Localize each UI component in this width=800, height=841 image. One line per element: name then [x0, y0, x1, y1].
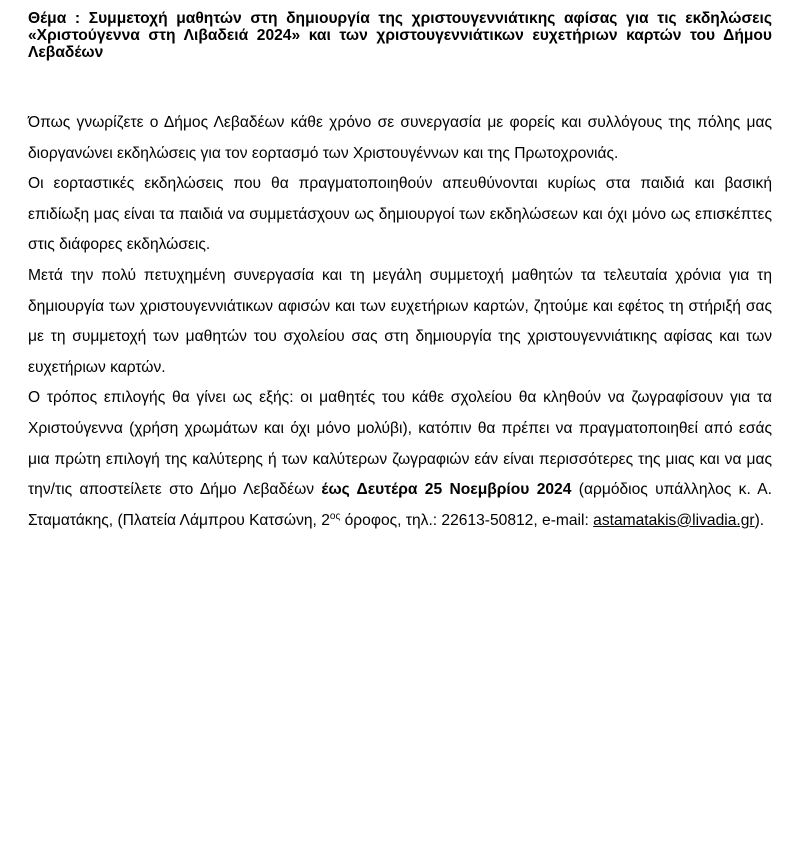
floor-superscript: ος: [329, 510, 341, 522]
paragraph-procedure: [28, 383, 772, 536]
contact-text: (αρμόδιος υπάλληλος κ. Α. Σταματάκης, (Πλατεία Λάμπρου Κατσώνη, 2: [28, 481, 773, 529]
document-page: [28, 10, 772, 536]
deadline-text: έως Δευτέρα 25 Νοεμβρίου 2024: [321, 481, 572, 499]
letter-body: [28, 108, 772, 536]
contact-phone-text: όροφος, τηλ.: 22613-50812, e-mail:: [340, 511, 594, 529]
paragraph-request: Μετά την πολύ πετυχημένη συνεργασία και τη μεγάλη συμμετοχή μαθητών τα τελευταία χρόνια για τη δημιουργία των χριστουγεννιάτικων αφισών και των ευχετήριων καρτών, ζητούμε και εφέτος τη στήριξή σας με τη συμμετοχή των μαθητών του σχολείου σας στη δημιουργία της χριστουγεννιάτικης αφίσας και των ευχετήριων καρτών.: [28, 266, 772, 376]
closing-text: ).: [754, 511, 765, 529]
subject-heading: Θέμα : Συμμετοχή μαθητών στη δημιουργία της χριστουγεννιάτικης αφίσας για τις εκδηλώσεις «Χριστούγεννα στη Λιβαδειά 2024» και των χριστουγεννιάτικων ευχετήριων καρτών του Δήμου Λεβαδέων: [28, 10, 772, 61]
email-link[interactable]: astamatakis@livadia.gr: [593, 511, 755, 529]
paragraph-events: Οι εορταστικές εκδηλώσεις που θα πραγματοποιηθούν απευθύνονται κυρίως στα παιδιά και βασική επιδίωξη μας είναι τα παιδιά να συμμετάσχουν ως δημιουργοί των εκδηλώσεων και όχι μόνο ως επισκέπτες στις διάφορες εκδηλώσεις.: [28, 175, 772, 254]
paragraph-intro: Όπως γνωρίζετε ο Δήμος Λεβαδέων κάθε χρόνο σε συνεργασία με φορείς και συλλόγους της πόλης μας διοργανώνει εκδηλώσεις για τον εορτασμό των Χριστουγέννων και της Πρωτοχρονιάς.: [28, 114, 772, 162]
procedure-text: Ο τρόπος επιλογής θα γίνει ως εξής: οι μαθητές του κάθε σχολείου θα κληθούν να ζωγραφίσουν για τα Χριστούγεννα (χρήση χρωμάτων και όχι μόνο μολύβι), κατόπιν θα πρέπει να πραγματοποιηθεί από εσάς μια πρώτη επιλογή της καλύτερης ή των καλύτερων ζωγραφιών εάν είναι περισσότερες της μιας και να μας την/τις αποστείλετε στο Δήμο Λεβαδέων: [28, 389, 772, 499]
